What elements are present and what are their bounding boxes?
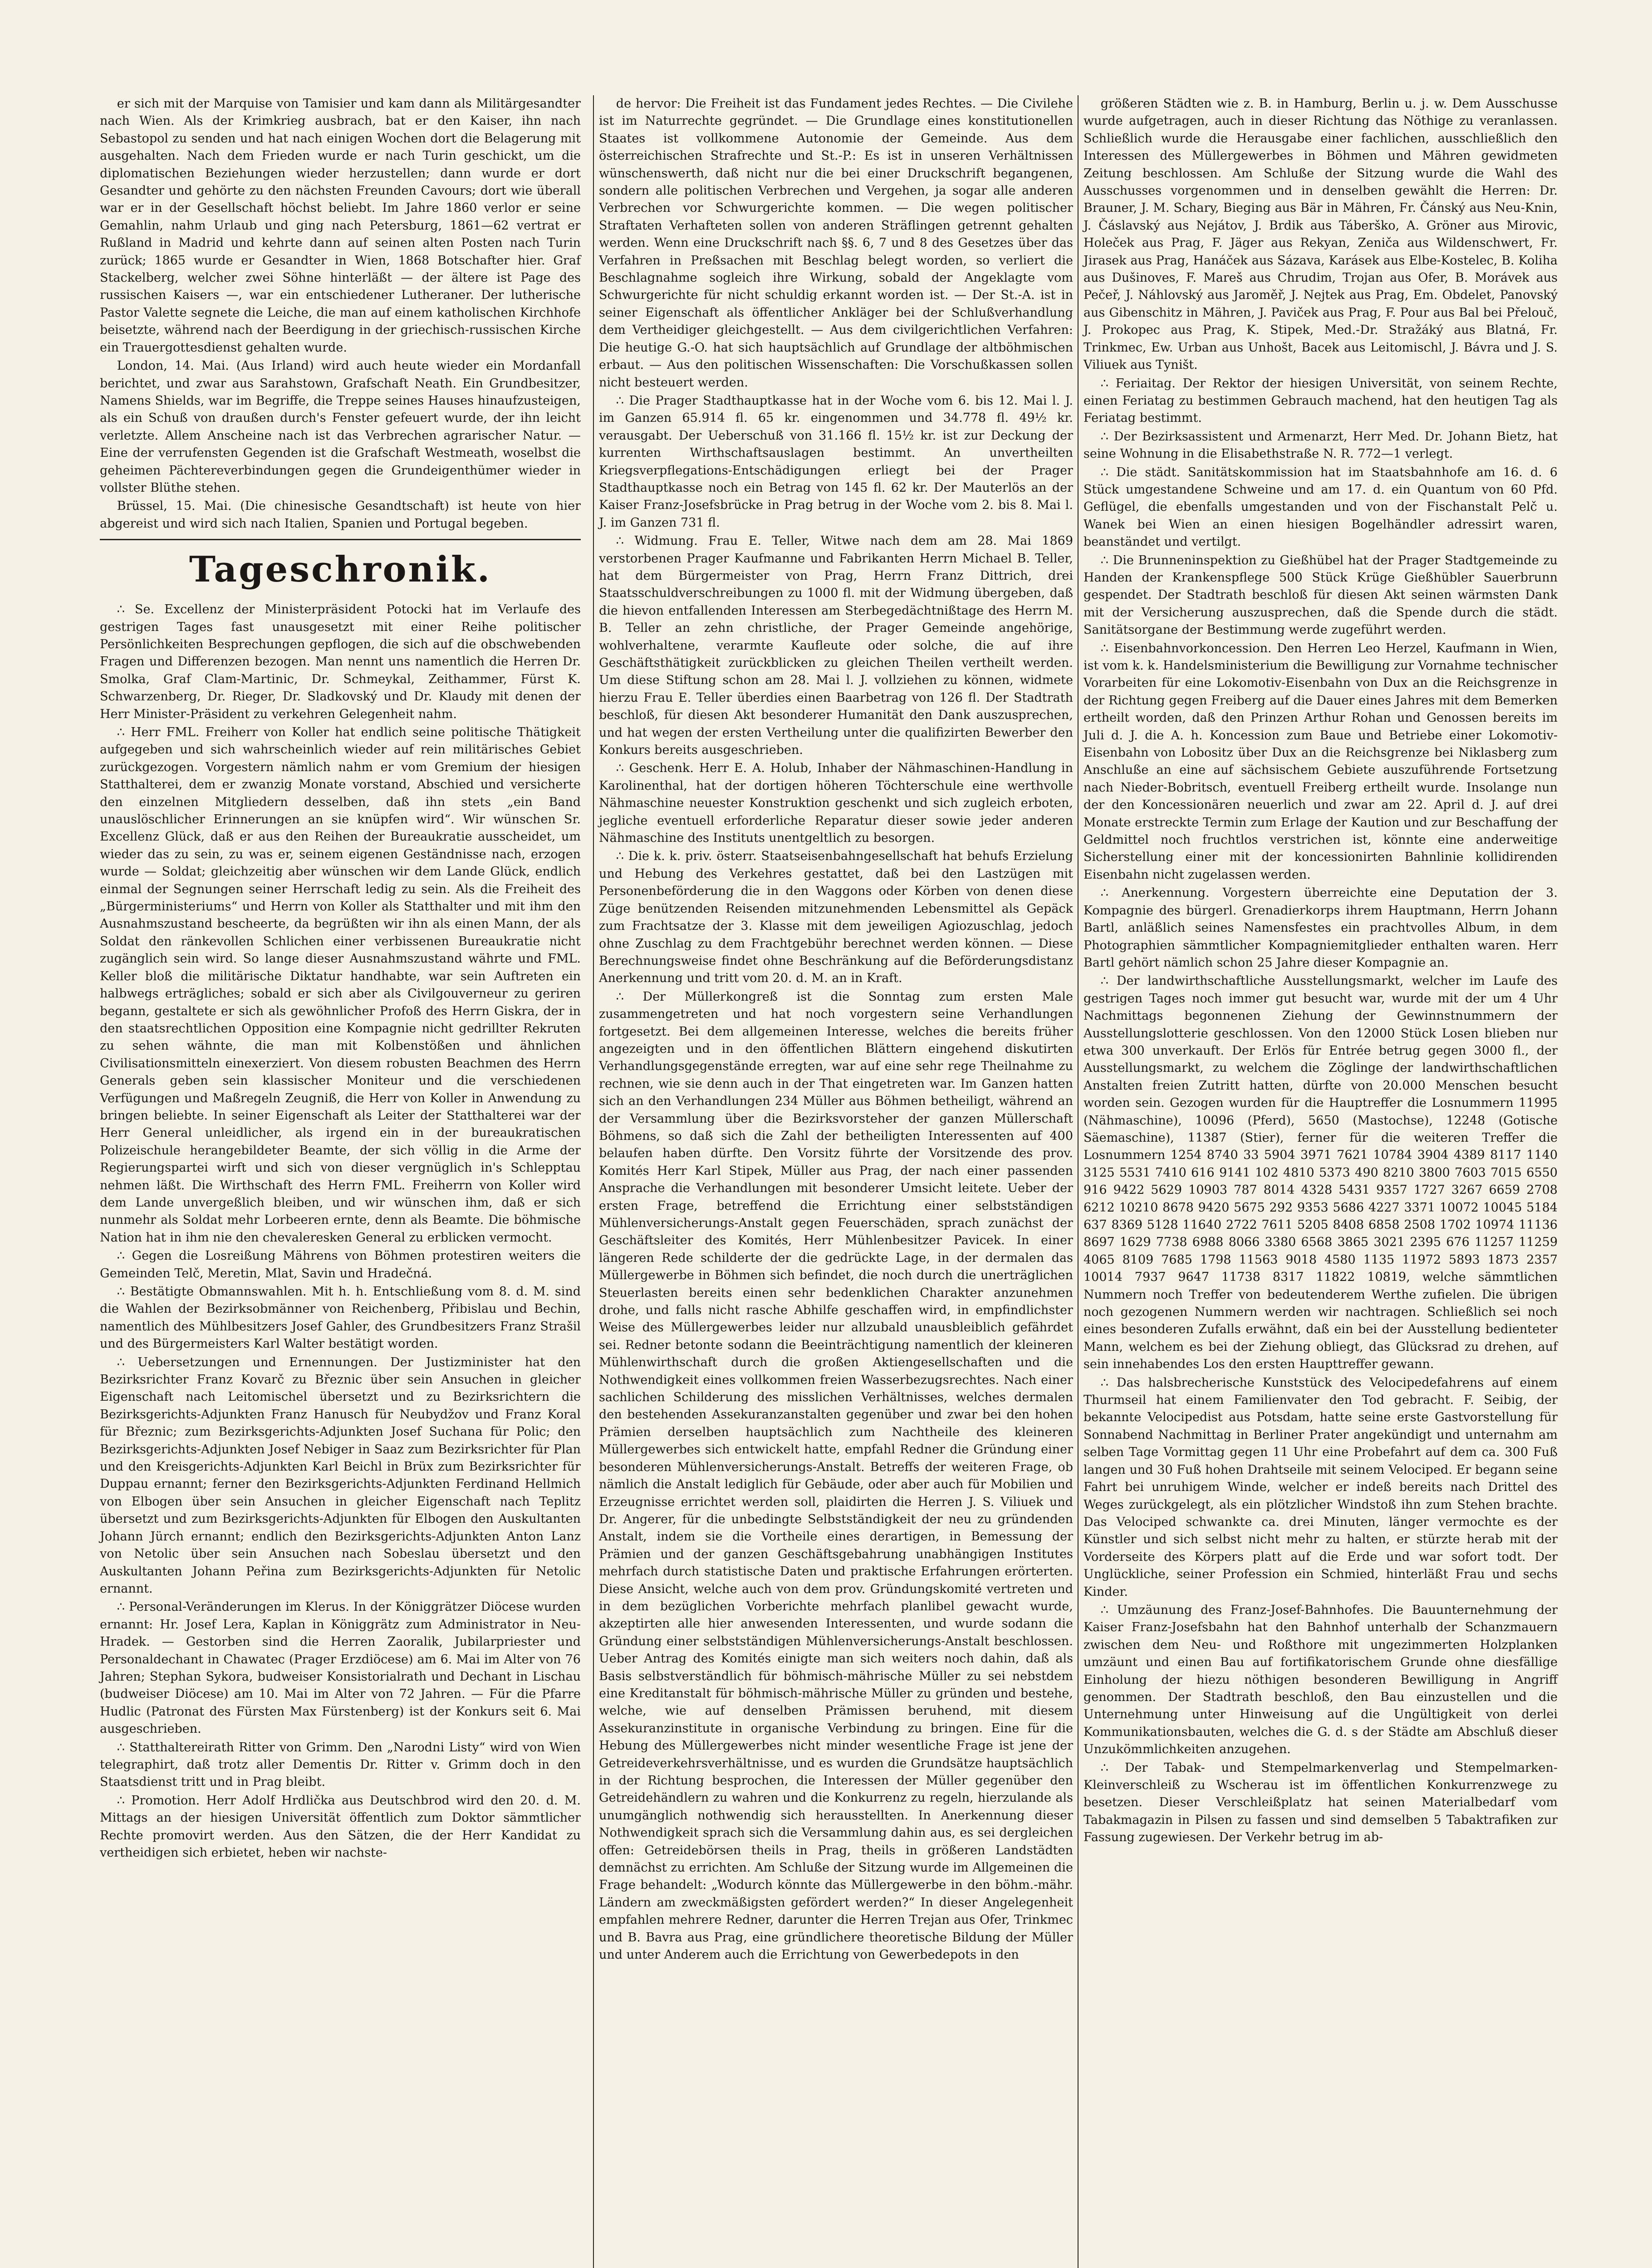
news-item: ∴ Der Müllerkongreß ist die Sonntag zum ersten Male zusammengetreten und hat noch vorgestern seine Verhandlungen fortgesetzt. Bei dem allgemeinen Interesse, welches die bereits früher angezeigten und in den öffentlichen Blättern eingehend diskutirten Verhandlungsgegenstände erregten, war auf eine sehr rege Theilnahme zu rechnen, wie sie denn auch in der That eingetreten war. Im Ganzen hatten sich an den Verhandlungen 234 Müller aus Böhmen betheiligt, während an der Versammlung über die Bezirksvorsteher der ganzen Müllerschaft Böhmens, so daß sich die Zahl der betheiligten Interessenten auf 400 belaufen haben dürfte. Den Vorsitz führte der Vorsitzende des prov. Komités Herr Karl Stipek, Müller aus Prag, der nach einer passenden Ansprache die Verhandlungen mit besonderer Umsicht leitete. Ueber der ersten Frage, betreffend die Errichtung einer selbstständigen Mühlenversicherungs-Anstalt gegen Feuerschäden, sprach zunächst der Geschäftsleiter des Komités, Herr Mühlenbesitzer Pavicek. In einer längeren Rede schilderte der die gedrückte Lage, in der dermalen das Müllergewerbe in Böhmen sich befindet, die noch durch die unerträglichen Steuerlasten bereits einen sehr bedenklichen Charakter anzunehmen drohe, und falls nicht rasche Abhilfe geschaffen wird, in empfindlichster Weise des Müllergewerbes leider nur allzubald unausbleiblich gefährdet sei. Redner betonte sodann die Beeinträchtigung namentlich der kleineren Mühlenwirthschaft durch die großen Aktiengesellschaften und die Nothwendigkeit eines vollkommen freien Wasserbezugsrechtes. Nach einer sachlichen Schilderung des misslichen Verhältnisses, welches dermalen den bestehenden Assekuranzanstalten gegenüber und zwar bei den hohen Prämien derselben hauptsächlich zum Nachtheile des kleineren Müllergewerbes sich entwickelt hatte, empfahl Redner die Gründung einer besonderen Mühlenversicherungs-Anstalt. Betreffs der weiteren Frage, ob nämlich die Anstalt lediglich für Gebäude, oder aber auch für Mobilien und Erzeugnisse errichtet werden soll, plaidirten die Herren J. S. Viliuek und Dr. Angerer, für die unbedingte Selbstständigkeit der neu zu gründenden Anstalt, indem sie die Vortheile eines derartigen, in Bemessung der Prämien und der ganzen Geschäftsgebahrung unabhängigen Institutes mehrfach durch statistische Daten und praktische Erfahrungen erörterten. Diese Ansicht, welche auch von dem prov. Gründungskomité vertreten und in dem bezüglichen Vorberichte mehrfach planlibel gewacht wurde, akzeptirten alle hier anwesenden Interessenten, und wurde sodann die Gründung einer selbstständigen Mühlenversicherungs-Anstalt beschlossen. Ueber Antrag des Komités einigte man sich weiters noch dahin, daß als Basis selbstverständlich für böhmisch-mährische Müller zu sei nebstdem eine Kreditanstalt für böhmisch-mährische Müller zu gründen und bestehe, welche, wie auf denselben Prämissen beruhend, mit diesem Assekuranzinstitute in organische Verbindung zu bringen. Eine für die Hebung des Müllergewerbes nicht minder wesentliche Frage ist jene der Getreideverkehrsverhältnisse, und es wurden die Grundsätze hauptsächlich in der Richtung besprochen, die Interessen der Müller gegenüber den Getreidehändlern zu wahren und die Konkurrenz zu regeln, hierzulande als unumgänglich nothwendig sich herausstellten. In Anerkennung dieser Nothwendigkeit sprach sich die Versammlung dahin aus, es sei dergleichen offen: Getreidebörsen theils in Prag, theils in größeren Landstädten demnächst zu errichten. Am Schluße der Sitzung wurde im Allgemeinen die Frage behandelt: „Wodurch könnte das Müllergewerbe in den böhm.-mähr. Ländern am zweckmäßigsten gefördert werden?“ In dieser Angelegenheit empfahlen mehrere Redner, darunter die Herren Trejan aus Ofer, Trinkmec und B. Bavra aus Prag, eine gründlichere theoretische Bildung der Müller und unter Anderem auch die Errichtung von Gewerbedepots in den [599,989,1073,1962]
news-item: ∴ Der Tabak- und Stempelmarkenverlag und Stempelmarken-Kleinverschleiß zu Wscherau ist im öffentlichen Konkurrenzwege zu besetzen. Dieser Verschleißplatz hat seinen Materialbedarf vom Tabakmagazin in Pilsen zu fassen und sind demselben 5 Tabaktrafiken zur Fassung zugewiesen. Der Verkehr betrug im ab- [1083,1760,1558,1845]
column-1 [100,95,581,1862]
news-item: größeren Städten wie z. B. in Hamburg, Berlin u. j. w. Dem Ausschusse wurde aufgetragen, auch in dieser Richtung das Nöthige zu veranlassen. Schließlich wurde die Herausgabe einer fachlichen, ausschließlich den Interessen des Müllergewerbes in Böhmen und Mähren gewidmeten Zeitung beschlossen. Am Schluße der Sitzung wurde die Wahl des Ausschusses vorgenommen und in denselben gewählt die Herren: Dr. Brauner, J. M. Schary, Bieging aus Bär in Mähren, Fr. Čánský aus Neu-Knin, J. Čáslavský aus Nejátov, J. Brdik aus Táberško, A. Gröner aus Mirovic, Holeček aus Prag, F. Jäger aus Rekyan, Zeniča aus Wildenschwert, Fr. Jirasek aus Prag, Hanáček aus Sázava, Karásek aus Elbe-Kostelec, B. Koliha aus Dušinoves, F. Mareš aus Chrudim, Trojan aus Ofer, B. Morávek aus Pečeř, J. Náhlovský aus Jaroměř, J. Nejtek aus Prag, Em. Obdelet, Panovský aus Gibenschitz in Mähren, J. Paviček aus Prag, F. Pour aus Bal bei Přelouč, J. Prokopec aus Prag, K. Stipek, Med.-Dr. Stražáký aus Blatná, Fr. Trinkmec, Ew. Urban aus Unhošt, Bacek aus Leitomischl, J. Bávra und J. S. Viliuek aus Tyništ. [1083,97,1558,372]
news-item: ∴ Eisenbahnvorkoncession. Den Herren Leo Herzel, Kaufmann in Wien, ist vom k. k. Handelsministerium die Bewilligung zur Vornahme technischer Vorarbeiten für eine Lokomotiv-Eisenbahn von Dux an die Reichsgrenze in der Richtung gegen Freiberg auf die Dauer eines Jahres mit dem Bemerken ertheilt worden, daß den Prinzen Arthur Rohan und Genossen bereits im Juli d. J. die A. h. Koncession zum Baue und Betriebe einer Lokomotiv-Eisenbahn von Lobositz über Dux an die Reichsgrenze bei Niklasberg zum Anschluße an eine auf sächsischem Gebiete auszuführende Fortsetzung nach Nieder-Bobritsch, eventuell Freiberg ertheilt wurde. Insolange nun der den Koncessionären neuerlich und zwar am 22. April d. J. auf drei Monate erstreckte Termin zum Erlage der Kaution und zur Beschaffung der Geldmittel noch fruchtlos verstrichen ist, könnte eine anderweitige Sicherstellung einer mit der koncessionirten Bahnlinie kollidirenden Eisenbahn nicht zugelassen werden. [1083,641,1558,882]
news-item: ∴ Der Bezirksassistent und Armenarzt, Herr Med. Dr. Johann Bietz, hat seine Wohnung in die Elisabethstraße N. R. 772—1 verlegt. [1083,429,1558,461]
news-item: ∴ Widmung. Frau E. Teller, Witwe nach dem am 28. Mai 1869 verstorbenen Prager Kaufmanne und Fabrikanten Herrn Michael B. Teller, hat dem Bürgermeister von Prag, Herrn Franz Dittrich, drei Staatsschuldverschreibungen zu 1000 fl. mit der Widmung übergeben, daß die hievon entfallenden Interessen am Sterbegedächtnißtage des Herrn M. B. Teller an zehn christliche, der Prager Gemeinde angehörige, wohlverhaltene, verarmte Kaufleute oder solche, die auf ihre Geschäftsthätigkeit zurückblicken zu gleichen Theilen vertheilt werden. Um diese Stiftung schon am 28. Mai l. J. vollziehen zu können, widmete hierzu Frau E. Teller überdies einen Baarbetrag von 126 fl. Der Stadtrath beschloß, für diesen Akt besonderer Humanität den Dank auszusprechen, und hat wegen der ersten Vertheilung unter die qualifizirten Bewerber den Konkurs bereits ausgeschrieben. [599,534,1073,758]
column-rule-1 [593,95,594,2268]
news-item: ∴ Bestätigte Obmannswahlen. Mit h. h. Entschließung vom 8. d. M. sind die Wahlen der Bezirksobmänner von Reichenberg, Přibislau und Bechin, namentlich des Mühlbesitzers Josef Gahler, des Grundbesitzers Franz Strašil und des Bürgermeisters Karl Walter bestätigt worden. [100,1285,581,1351]
news-item: ∴ Der landwirthschaftliche Ausstellungsmarkt, welcher im Laufe des gestrigen Tages noch immer gut besucht war, wurde mit der um 4 Uhr Nachmittags begonnenen Ziehung der Gewinnstnummern der Ausstellungslotterie geschlossen. Von den 12000 Stück Losen blieben nur etwa 300 unverkauft. Der Erlös für Entrée betrug gegen 3000 fl., der Ausstellungsmarkt, zu welchem die Zöglinge der landwirthschaftlichen Anstalten freien Zutritt hatten, dürfte von 20.000 Menschen besucht worden sein. Gezogen wurden für die Hauptreffer die Losnummern 11995 (Nähmaschine), 10096 (Pferd), 5650 (Mastochse), 12248 (Gotische Säemaschine), 11387 (Stier), ferner für die weiteren Treffer die Losnummern 1254 8740 33 5904 3971 7621 10784 3904 4389 8117 1140 3125 5531 7410 616 9141 102 4810 5373 490 8210 3800 7603 7015 6550 916 9422 5629 10903 787 8014 4328 5431 9357 1727 3267 6659 2708 6212 10210 8678 9420 5675 292 9353 5686 4227 3371 10072 10045 5184 637 8369 5128 11640 2722 7611 5205 8408 6858 2508 1702 10974 11136 8697 1629 7738 6988 8066 3380 6568 3865 3021 2395 676 11257 11259 4065 8109 7685 1798 11563 9018 4580 1135 11972 5893 1873 2357 10014 7937 9647 11738 8317 11822 10819, welche sämmtlichen Nummern noch Treffer von bedeutenderem Werthe zufielen. Die übrigen noch gezogenen Nummern werden wir nachtragen. Schließlich sei noch eines besonderen Zufalls erwähnt, daß ein bei der Ausstellung bedienteter Mann, welchem es bei der Ziehung obliegt, das Glücksrad zu drehen, auf sein innehabendes Los den ersten Haupttreffer gewann. [1083,974,1558,1372]
news-item: ∴ Die städt. Sanitätskommission hat im Staatsbahnhofe am 16. d. 6 Stück umgestandene Schweine und am 17. d. ein Quantum von 60 Pfd. Geflügel, die ebenfalls umgestanden und von der Fischanstalt Pelč u. Wanek bei Wien an einen hiesigen Bogelhändler adressirt waren, beanständet und vertilgt. [1083,465,1558,549]
news-item: ∴ Gegen die Losreißung Mährens von Böhmen protestiren weiters die Gemeinden Telč, Meretin, Mlat, Savin und Hradečná. [100,1249,581,1281]
news-item-london: London, 14. Mai. (Aus Irland) wird auch heute wieder ein Mordanfall berichtet, und zwar aus Sarahstown, Grafschaft Neath. Ein Grundbesitzer, Namens Shields, war im Begriffe, die Treppe seines Hauses hinaufzusteigen, als ein Schuß von draußen durch's Fenster gefeuert wurde, der ihn leicht verletzte. Allem Anscheine nach ist das Verbrechen agrarischer Natur. — Eine der verrufensten Gegenden ist die Grafschaft Westmeath, woselbst die geheimen Pächtereverbindungen gegen die Grundeigenthümer wieder in vollster Blüthe stehen. [100,359,581,495]
article-paragraph: er sich mit der Marquise von Tamisier und kam dann als Militärgesandter nach Wien. Als der Krimkrieg ausbrach, bat er den Kaiser, ihn nach Sebastopol zu senden und hat nach einigen Wochen dort die Belagerung mit ausgehalten. Nach dem Frieden wurde er nach Turin geschickt, um die diplomatischen Beziehungen wieder herzustellen; dann wurde er dort Gesandter und gehörte zu den nächsten Freunden Cavours; dort wie überall war er in der Gesellschaft höchst beliebt. Im Jahre 1860 verlor er seine Gemahlin, nahm Urlaub und ging nach Petersburg, 1861—62 vertrat er Rußland in Madrid und kehrte dann auf seinen alten Posten nach Turin zurück; 1865 wurde er Gesandter in Wien, 1868 Botschafter hier. Graf Stackelberg, welcher zwei Söhne hinterläßt — der ältere ist Page des russischen Kaisers —, war ein entschiedener Lutheraner. Der lutherische Pastor Valette segnete die Leiche, die man auf einem katholischen Kirchhofe beisetzte, während nach der Beerdigung in der griechisch-russischen Kirche ein Trauergottesdienst gehalten wurde. [100,97,581,355]
section-divider [100,539,581,540]
column-3 [1083,95,1558,1847]
news-item: ∴ Die k. k. priv. österr. Staatseisenbahngesellschaft hat behufs Erzielung und Hebung des Verkehres gestattet, daß bei den Lastzügen mit Personenbeförderung die in den Waggons oder Körben von denen diese Züge benützenden Reisenden mitzunehmenden Lebensmittel als Gepäck zum Frachtsatze der 3. Klasse mit dem jeweiligen Agiozuschlag, jedoch ohne Zuschlag zu dem Frachtgebühr berechnet werden können. — Diese Berechnungsweise findet ohne Beschränkung auf die Beförderungsdistanz Anerkennung und tritt vom 20. d. M. an in Kraft. [599,849,1073,986]
news-item: ∴ Promotion. Herr Adolf Hrdlička aus Deutschbrod wird den 20. d. M. Mittags an der hiesigen Universität öffentlich zum Doktor sämmtlicher Rechte promovirt werden. Aus den Sätzen, die der Herr Kandidat zu vertheidigen sich erbietet, heben wir nachste- [100,1793,581,1860]
section-title-tageschronik: Tageschronik. [189,549,492,591]
news-item: ∴ Personal-Veränderungen im Klerus. In der Königgrätzer Diöcese wurden ernannt: Hr. Josef Lera, Kaplan in Königgrätz zum Administrator in Neu-Hradek. — Gestorben sind die Herren Zaoralik, Jubilarpriester und Personaldechant in Chawatec (Prager Erzdiöcese) am 6. Mai im Alter von 76 Jahren; Stephan Sykora, budweiser Konsistorialrath und Dechant in Lischau (budweiser Diöcese) am 10. Mai im Alter von 72 Jahren. — Für die Pfarre Hudlic (Patronat des Fürsten Max Fürstenberg) ist der Konkurs seit 6. Mai ausgeschrieben. [100,1600,581,1736]
news-item: ∴ Uebersetzungen und Ernennungen. Der Justizminister hat den Bezirksrichter Franz Kovarč zu Březnic über sein Ansuchen in gleicher Eigenschaft nach Leitomischel übersetzt und zu Bezirksrichtern die Bezirksgerichts-Adjunkten Franz Hanusch für Neubydžov und Franz Koral für Březnic; zum Bezirksgerichts-Adjunkten Josef Suchana für Polic; den Bezirksgerichts-Adjunkten Josef Nebiger in Saaz zum Bezirksrichter für Plan und den Kreisgerichts-Adjunkten Karl Beichl in Brüx zum Bezirksrichter für Duppau ernannt; ferner den Bezirksgerichts-Adjunkten Ferdinand Hellmich von Elbogen über sein Ansuchen in gleicher Eigenschaft nach Teplitz übersetzt und zum Bezirksgerichts-Adjunkten für Elbogen den Auskultanten Johann Jürch ernannt; endlich den Bezirksgerichts-Adjunkten Anton Lanz von Netolic über sein Ansuchen nach Sobeslau übersetzt und den Auskultanten Johann Peřina zum Bezirksgerichts-Adjunkten für Netolic ernannt. [100,1355,581,1596]
news-item: ∴ Statthaltereirath Ritter von Grimm. Den „Narodni Listy“ wird von Wien telegraphirt, daß trotz aller Dementis Dr. Ritter v. Grimm doch in den Staatsdienst tritt und in Prag bleibt. [100,1740,581,1789]
news-item: ∴ Anerkennung. Vorgestern überreichte eine Deputation der 3. Kompagnie des bürgerl. Grenadierkorps ihrem Hauptmann, Herrn Johann Bartl, anläßlich seines Namensfestes ein prachtvolles Album, in dem Photographien sämmtlicher Kompagniemitglieder enthalten waren. Herr Bartl gehört nämlich schon 25 Jahre dieser Kompagnie an. [1083,886,1558,970]
news-item: ∴ Geschenk. Herr E. A. Holub, Inhaber der Nähmaschinen-Handlung in Karolinenthal, hat der dortigen höheren Töchterschule eine werthvolle Nähmaschine neuester Konstruktion geschenkt und sich zugleich erboten, jegliche eventuell erforderliche Reparatur dieser sowie jeder anderen Nähmaschine des Instituts unentgeltlich zu besorgen. [599,761,1073,846]
news-item: de hervor: Die Freiheit ist das Fundament jedes Rechtes. — Die Civilehe ist im Naturrechte gegründet. — Die Grundlage eines konstitutionellen Staates ist vollkommene Autonomie der Gemeinde. Aus dem österreichischen Strafrechte und St.-P.: Es ist in unseren Verhältnissen wünschenswerth, daß nicht nur die bei einer Druckschrift begangenen, sondern alle politischen Verbrechen und Vergehen, ja sogar alle anderen Verbrechen vor Schwurgerichte kommen. — Die wegen politischer Straftaten Verhafteten sollen von anderen Sträflingen getrennt gehalten werden. Wenn eine Druckschrift nach §§. 6, 7 und 8 des Gesetzes über das Verfahren in Preßsachen mit Beschlag belegt worden, so verliert die Beschlagnahme sogleich ihre Wirkung, sobald der Angeklagte vom Schwurgerichte für nicht schuldig erkannt worden ist. — Der St.-A. ist in seiner Eigenschaft als öffentlicher Ankläger bei der Schlußverhandlung dem Vertheidiger gleichgestellt. — Aus dem civilgerichtlichen Verfahren: Die heutige G.-O. hat sich hauptsächlich auf Grundlage der altböhmischen erbaut. — Aus den politischen Wissenschaften: Die Vorschußkassen sollen nicht besteuert werden. [599,97,1073,390]
news-item: ∴ Umzäunung des Franz-Josef-Bahnhofes. Die Bauunternehmung der Kaiser Franz-Josefsbahn hat den Bahnhof unterhalb der Schanzmauern zwischen dem Neu- und Roßthore mit ungezimmerten Holzplanken umzäunt und einen Bau auf fortifikatorischem Grunde ohne diesfällige Einholung der hiezu nöthigen besonderen Bewilligung in Angriff genommen. Der Stadtrath beschloß, den Bau einzustellen und die Unternehmung unter Hinweisung auf die Ungültigkeit von derlei Kommunikationsbauten, welches die G. d. s der Städte am Abschluß dieser Unzukömmlichkeiten anzugehen. [1083,1603,1558,1757]
news-item: ∴ Herr FML. Freiherr von Koller hat endlich seine politische Thätigkeit aufgegeben und sich wahrscheinlich wieder auf rein militärisches Gebiet zurückgezogen. Vorgestern nämlich nahm er vom Gremium der hiesigen Statthalterei, dem er zwanzig Monate vorstand, Abschied und versicherte den einzelnen Mitgliedern desselben, daß ihn stets „ein Band unauslöschlicher Erinnerungen an sie knüpfen wird“. Wir wünschen Sr. Excellenz Glück, daß er aus den Reihen der Bureaukratie ausscheidet, um wieder das zu sein, zu was er, seinem eigenen Geständnisse nach, erzogen wurde — Soldat; gleichzeitig aber wünschen wir dem Lande Glück, endlich einmal der Segnungen seiner Herrschaft ledig zu sein. Als die Freiheit des „Bürgerministeriums“ und Herrn von Koller als Statthalter und mit ihm den Ausnahmszustand bescheerte, da begrüßten wir ihn als einen Mann, der als Soldat den ränkevollen Schlichen einer verbissenen Bureaukratie nicht zugänglich sein wird. So lange dieser Ausnahmszustand währte und FML. Keller bloß die militärische Diktatur handhabte, war sein Auftreten ein halbwegs erträgliches; sobald er sich aber als Civilgouverneur zu geriren begann, gestaltete er sich als gewöhnlicher Profoß des Herrn Giskra, der in den staatsrechtlichen Opposition eine Kompagnie nicht gedrillter Rekruten zu sehen wähnte, die man mit Kolbenstößen und ähnlichen Civilisationsmitteln einexerziert. Von diesem robusten Beachmen des Herrn Generals geben sein klassischer Moniteur und die verschiedenen Verfügungen und Maßregeln Zeugniß, die Herr von Koller in Anwendung zu bringen beliebte. In seiner Eigenschaft als Leiter der Statthalterei war der Herr General unleidlicher, als irgend ein in der bureaukratischen Polizeischule herangebildeter Beamte, der sich völlig in die Arme der Regierungspartei wirft und sich von dieser vergnüglich in's Schlepptau nehmen läßt. Die Wirthschaft des Herrn FML. Freiherrn von Koller wird dem Lande unvergeßlich bleiben, und wir wünschen ihm, daß er sich nunmehr als Soldat mehr Lorbeeren ernte, denn als Beamte. Die böhmische Nation hat in ihm nie den chevaleresken General zu erblicken vermocht. [100,725,581,1245]
news-item-bruessel: Brüssel, 15. Mai. (Die chinesische Gesandtschaft) ist heute von hier abgereist und wird sich nach Italien, Spanien und Portugal begeben. [100,499,581,531]
news-item: ∴ Das halsbrecherische Kunststück des Velocipedefahrens auf einem Thurmseil hat einem Familienvater den Tod gebracht. F. Seibig, der bekannte Velocipedist aus Potsdam, hatte seine erste Gastvorstellung für Sonnabend Nachmittag in Berliner Prater angekündigt und unternahm am selben Tage Vormittag gegen 11 Uhr eine Probefahrt auf dem ca. 300 Fuß langen und 30 Fuß hohen Drahtseile mit seinem Velociped. Er begann seine Fahrt bei unruhigem Winde, welcher er indeß bereits nach Drittel des Weges zurückgelegt, als ein plötzlicher Windstoß ihn zum Stehen brachte. Das Velociped schwankte ca. drei Minuten, länger vermochte es der Künstler und sich selbst nicht mehr zu halten, er stürzte herab mit der Vorderseite des Körpers platt auf die Erde und war sofort todt. Der Unglückliche, seiner Profession ein Schmied, hinterläßt Frau und sechs Kinder. [1083,1375,1558,1599]
news-item: ∴ Feriaitag. Der Rektor der hiesigen Universität, von seinem Rechte, einen Feriatag zu bestimmen Gebrauch machend, hat den heutigen Tag als Feriatag bestimmt. [1083,376,1558,425]
news-item: ∴ Se. Excellenz der Ministerpräsident Potocki hat im Verlaufe des gestrigen Tages fast unausgesetzt mit einer Reihe politischer Persönlichkeiten Besprechungen gepflogen, die sich auf die obschwebenden Fragen und Differenzen bezogen. Man nennt uns namentlich die Herren Dr. Smolka, Graf Clam-Martinic, Dr. Schmeykal, Zeithammer, Fürst K. Schwarzenberg, Dr. Rieger, Dr. Sladkovský und Dr. Klaudy mit denen der Herr Minister-Präsident zu verkehren Gelegenheit nahm. [100,602,581,721]
news-item: ∴ Die Prager Stadthauptkasse hat in der Woche vom 6. bis 12. Mai l. J. im Ganzen 65.914 fl. 65 kr. eingenommen und 34.778 fl. 49½ kr. verausgabt. Der Ueberschuß von 31.166 fl. 15½ kr. ist zur Deckung der kurrenten Wirthschaftsauslagen bestimmt. An unvertheilten Kriegsverpflegations-Entschädigungen erliegt bei der Prager Stadthauptkasse noch ein Betrag von 145 fl. 62 kr. Der Mauterlös an der Kaiser Franz-Josefsbrücke in Prag betrug in der Woche vom 2. bis 8. Mai l. J. im Ganzen 731 fl. [599,393,1073,530]
column-2 [599,95,1073,1964]
news-item: ∴ Die Brunneninspektion zu Gießhübel hat der Prager Stadtgemeinde zu Handen der Krankenspflege 500 Stück Krüge Gießhübler Sauerbrunn gespendet. Der Stadtrath beschloß für diesen Akt seinen wärmsten Dank mit der Versicherung auszusprechen, daß die Spende durch die städt. Sanitätsorgane der Bestimmung werde zugeführt werden. [1083,553,1558,637]
